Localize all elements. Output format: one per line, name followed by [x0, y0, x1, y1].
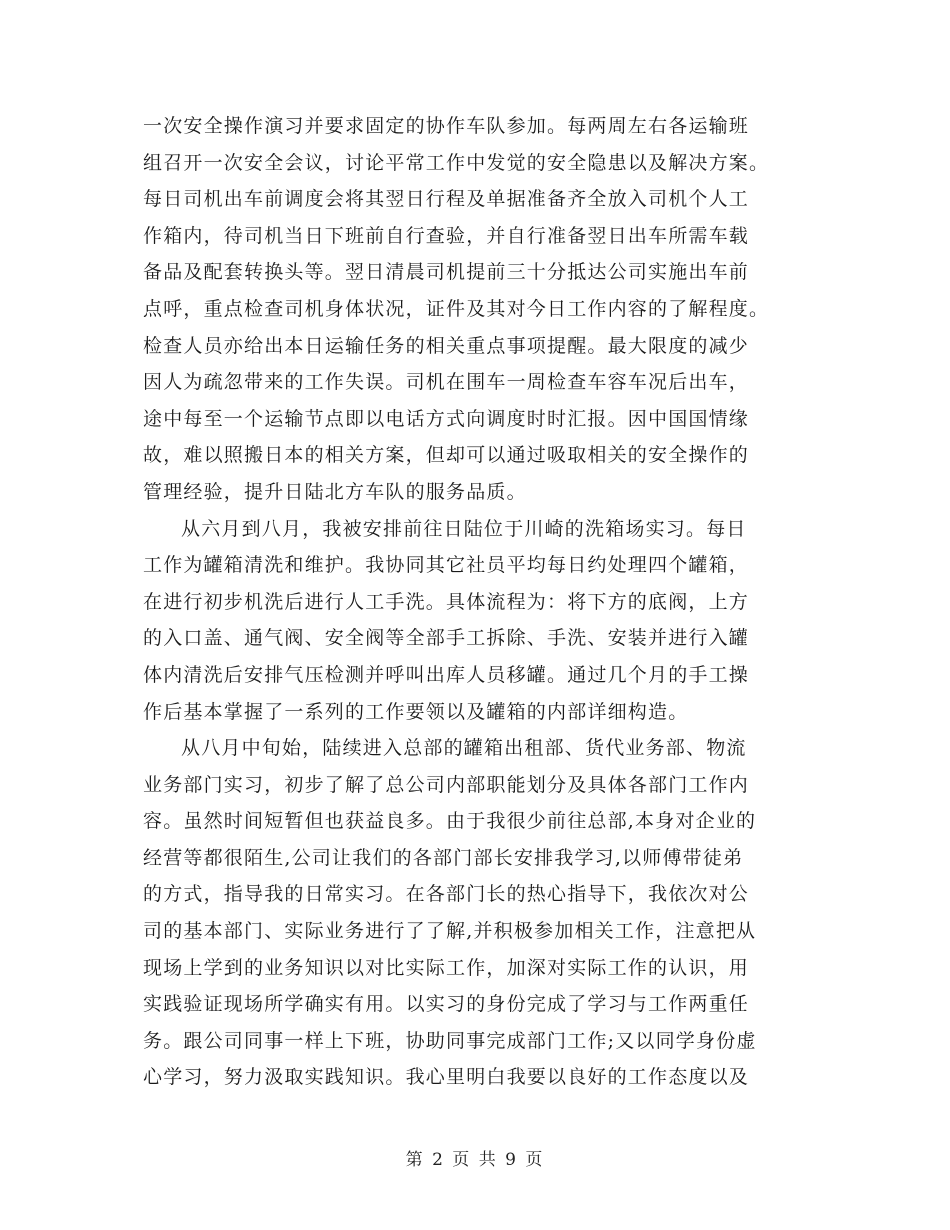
text-line: 故，难以照搬日本的相关方案，但却可以通过吸取相关的安全操作的: [143, 444, 750, 467]
text-line: 在进行初步机洗后进行人工手洗。具体流程为：将下方的底阀，上方: [143, 590, 750, 613]
text-line: 的入口盖、通气阀、安全阀等全部手工拆除、手洗、安装并进行入罐: [143, 627, 750, 650]
text-line: 作后基本掌握了一系列的工作要领以及罐箱的内部详细构造。: [143, 700, 689, 723]
text-line: 司的基本部门、实际业务进行了了解,并积极参加相关工作，注意把从: [143, 920, 757, 943]
current-page-number: 2: [432, 1150, 445, 1170]
text-line: 组召开一次安全会议，讨论平常工作中发觉的安全隐患以及解决方案。: [143, 151, 770, 174]
paragraph-start-line: 从八月中旬始，陆续进入总部的罐箱出租部、货代业务部、物流: [181, 737, 747, 760]
text-line: 作箱内，待司机当日下班前自行查验，并自行准备翌日出车所需车载: [143, 224, 750, 247]
text-line: 途中每至一个运输节点即以电话方式向调度时时汇报。因中国国情缘: [143, 407, 750, 430]
text-line: 的方式，指导我的日常实习。在各部门长的热心指导下，我依次对公: [143, 883, 750, 906]
text-line: 体内清洗后安排气压检测并呼叫出库人员移罐。通过几个月的手工操: [143, 663, 750, 686]
text-line: 容。虽然时间短暂但也获益良多。由于我很少前往总部,本身对企业的: [143, 810, 757, 833]
footer-prefix: 第: [405, 1150, 425, 1170]
text-line: 心学习，努力汲取实践知识。我心里明白我要以良好的工作态度以及: [143, 1066, 750, 1089]
text-line: 工作为罐箱清洗和维护。我协同其它社员平均每日约处理四个罐箱，: [143, 554, 750, 577]
text-line: 管理经验，提升日陆北方车队的服务品质。: [143, 480, 527, 503]
text-line: 一次安全操作演习并要求固定的协作车队参加。每两周左右各运输班: [143, 115, 750, 137]
text-line: 现场上学到的业务知识以对比实际工作，加深对实际工作的认识，用: [143, 956, 750, 979]
text-line: 经营等都很陌生,公司让我们的各部门部长安排我学习,以师傅带徒弟: [143, 846, 744, 869]
page-footer: [0, 1145, 950, 1170]
body-text: [143, 108, 803, 1096]
text-line: 务。跟公司同事一样上下班，协助同事完成部门工作;又以同学身份虚: [143, 1029, 757, 1052]
footer-total-label: 共: [478, 1150, 498, 1170]
text-line: 点呼，重点检查司机身体状况，证件及其对今日工作内容的了解程度。: [143, 297, 770, 320]
text-line: 实践验证现场所学确实有用。以实习的身份完成了学习与工作两重任: [143, 993, 750, 1016]
text-line: 备品及配套转换头等。翌日清晨司机提前三十分抵达公司实施出车前: [143, 261, 750, 284]
footer-page-label: 页: [452, 1150, 472, 1170]
text-line: 业务部门实习，初步了解了总公司内部职能划分及具体各部门工作内: [143, 773, 750, 796]
text-line: 因人为疏忽带来的工作失误。司机在围车一周检查车容车况后出车，: [143, 371, 750, 394]
total-pages-number: 9: [505, 1150, 518, 1170]
text-line: 每日司机出车前调度会将其翌日行程及单据准备齐全放入司机个人工: [143, 188, 750, 211]
paragraph-start-line: 从六月到八月，我被安排前往日陆位于川崎的洗箱场实习。每日: [181, 517, 747, 540]
footer-page-end-label: 页: [525, 1150, 545, 1170]
text-line: 检查人员亦给出本日运输任务的相关重点事项提醒。最大限度的减少: [143, 334, 750, 357]
